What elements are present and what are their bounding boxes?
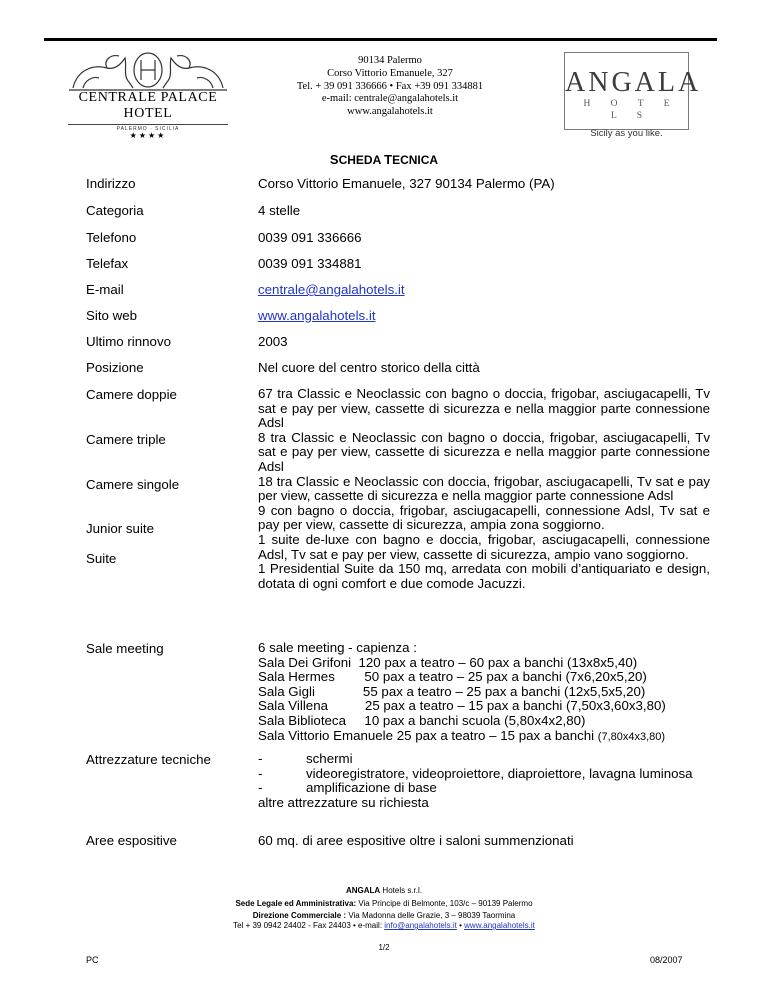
- bullet-dash: -: [258, 751, 263, 766]
- equipment-block: [258, 752, 710, 810]
- rooms-paragraph: 1 suite de-luxe con bagno e doccia, frigobar, asciugacapelli, connessione Adsl, Tv sat e pay per view, cassette di sicurezza, ampio vano soggiorno.: [258, 531, 710, 562]
- rooms-paragraph: 8 tra Classic e Neoclassic con bagno o doccia, frigobar, asciugacapelli, Tv sat e pay per view, cassette di sicurezza e nella maggior parte connessione Adsl: [258, 429, 710, 474]
- angala-hotels-logo: [564, 52, 702, 139]
- title-word: ECNICA: [392, 153, 439, 167]
- website-link-row: [258, 308, 376, 323]
- meeting-room-line: Sala Villena 25 pax a teatro – 15 pax a banchi (7,50x3,60x3,80): [258, 698, 666, 714]
- equipment-text: amplificazione di base: [306, 780, 437, 796]
- hotel-logo-sub: PALERMO · SICILIA: [116, 126, 180, 132]
- equipment-item: [258, 767, 710, 782]
- label-sale-meeting: Sale meeting: [86, 641, 164, 656]
- label-sito: Sito web: [86, 308, 137, 323]
- rooms-paragraph: 1 Presidential Suite da 150 mq, arredata con mobili d’antiquariato e design, dotata di ogni comfort e due comode Jacuzzi.: [258, 561, 710, 591]
- meeting-room-line: Sala Biblioteca 10 pax a banchi scuola (5,80x4x2,80): [258, 712, 586, 728]
- label-suite: Suite: [86, 551, 117, 566]
- footer-company: [0, 886, 768, 896]
- equipment-extra: altre attrezzature su richiesta: [258, 794, 429, 810]
- website-link[interactable]: www.angalahotels.it: [258, 308, 376, 323]
- bullet-dash: -: [258, 765, 263, 781]
- hotel-address-block: [260, 55, 520, 119]
- email-link[interactable]: centrale@angalahotels.it: [258, 282, 405, 297]
- footer-contact-prefix: Tel + 39 0942 24402 - Fax 24403 • e-mail:: [233, 921, 385, 930]
- author-initials: PC: [86, 955, 99, 965]
- email-link-row: [258, 282, 405, 297]
- equipment-text: schermi: [306, 751, 353, 766]
- meeting-room-line: Sala Hermes 50 pax a teatro – 25 pax a banchi (7x6,20x5,20): [258, 669, 647, 685]
- equipment-item: [258, 781, 710, 796]
- centrale-palace-logo: [62, 50, 234, 140]
- label-attrezzature: Attrezzature tecniche: [86, 752, 211, 767]
- footer-contacts: [0, 921, 768, 931]
- value-categoria: 4 stelle: [258, 203, 301, 218]
- footer-commercial: [0, 911, 768, 921]
- title-word: CHEDA: [338, 153, 385, 167]
- footer-legal: [0, 899, 768, 909]
- address-line: Corso Vittorio Emanuele, 327: [327, 67, 453, 79]
- label-categoria: Categoria: [86, 203, 144, 218]
- label-rinnovo: Ultimo rinnovo: [86, 334, 171, 349]
- address-line: 90134 Palermo: [358, 55, 422, 66]
- logo-divider: [68, 124, 228, 125]
- value-aree-espositive: 60 mq. di aree espositive oltre i saloni summenzionati: [258, 833, 574, 848]
- footer-commercial-text: Via Madonna delle Grazie, 3 – 98039 Taormina: [346, 911, 516, 920]
- header-rule: [44, 38, 717, 41]
- rooms-description: [258, 387, 710, 591]
- footer-separator: •: [456, 921, 465, 930]
- footer-legal-label: Sede Legale ed Amministrativa:: [235, 899, 357, 908]
- value-posizione: Nel cuore del centro storico della città: [258, 360, 480, 375]
- label-camere-singole: Camere singole: [86, 477, 180, 492]
- label-telefono: Telefono: [86, 230, 137, 245]
- rooms-paragraph: 9 con bagno o doccia, frigobar, asciugacapelli, connessione Adsl, Tv sat e pay per view, cassette di sicurezza, ampia zona soggiorno.: [258, 502, 710, 533]
- page-number: 1/2: [378, 943, 390, 952]
- meeting-room-line: Sala Gigli 55 pax a teatro – 25 pax a banchi (12x5,5x5,20): [258, 683, 646, 699]
- value-rinnovo: 2003: [258, 334, 288, 349]
- page-title: [0, 152, 768, 167]
- label-camere-doppie: Camere doppie: [86, 387, 177, 402]
- footer-website-link[interactable]: www.angalahotels.it: [464, 921, 535, 930]
- rooms-paragraph: 18 tra Classic e Neoclassic con doccia, frigobar, asciugacapelli, Tv sat e pay per view, cassette di sicurezza e nella maggior parte connessione Adsl: [258, 473, 710, 504]
- equipment-text: videoregistratore, videoproiettore, diaproiettore, lavagna luminosa: [306, 765, 693, 781]
- label-posizione: Posizione: [86, 360, 144, 375]
- meeting-intro: 6 sale meeting - capienza :: [258, 640, 417, 655]
- title-initial: S: [329, 152, 339, 167]
- value-telefax: 0039 091 334881: [258, 256, 362, 271]
- title-initial: T: [384, 152, 393, 167]
- address-line: Tel. + 39 091 336666 • Fax +39 091 334881: [296, 80, 484, 92]
- label-indirizzo: Indirizzo: [86, 176, 136, 191]
- meeting-room-line: Sala Dei Grifoni 120 pax a teatro – 60 pax a banchi (13x8x5,40): [258, 654, 638, 670]
- footer-commercial-label: Direzione Commerciale :: [252, 911, 347, 920]
- footer-company-rest: Hotels s.r.l.: [380, 886, 422, 895]
- hotel-logo-stars: ★★★★: [129, 131, 167, 140]
- hotel-logo-name: CENTRALE PALACE HOTEL: [78, 90, 218, 121]
- value-indirizzo: Corso Vittorio Emanuele, 327 90134 Palermo (PA): [258, 176, 555, 191]
- brand-logo-sub: H O T E L S: [583, 99, 679, 121]
- brand-tagline: Sicily as you like.: [590, 128, 663, 139]
- bullet-dash: -: [258, 780, 263, 796]
- label-camere-triple: Camere triple: [86, 432, 166, 447]
- address-line: www.angalahotels.it: [347, 106, 433, 118]
- address-line: e-mail: centrale@angalahotels.it: [321, 93, 459, 105]
- meeting-room-text: Sala Vittorio Emanuele 25 pax a teatro – 15 pax a banchi: [258, 727, 598, 743]
- label-telefax: Telefax: [86, 256, 129, 271]
- brand-logo-name: ANGALA: [565, 67, 702, 98]
- meeting-room-line-last: [258, 729, 710, 745]
- document-date: 08/2007: [650, 955, 683, 965]
- label-email: E-mail: [86, 282, 124, 297]
- rooms-paragraph: 67 tra Classic e Neoclassic con bagno o doccia, frigobar, asciugacapelli, Tv sat e pay per view, cassette di sicurezza e nella maggior parte connessione Adsl: [258, 386, 710, 431]
- footer-legal-text: Via Principe di Belmonte, 103/c – 90139 Palermo: [356, 899, 533, 908]
- label-junior-suite: Junior suite: [86, 521, 154, 536]
- label-aree-espositive: Aree espositive: [86, 833, 177, 848]
- meeting-room-dims: (7,80x4x3,80): [597, 730, 666, 743]
- value-telefono: 0039 091 336666: [258, 230, 362, 245]
- equipment-item: [258, 752, 710, 767]
- footer-company-bold: ANGALA: [345, 886, 381, 895]
- griffin-crest-icon: [63, 50, 233, 92]
- footer-email-link[interactable]: info@angalahotels.it: [384, 921, 457, 930]
- meeting-rooms-block: [258, 641, 710, 744]
